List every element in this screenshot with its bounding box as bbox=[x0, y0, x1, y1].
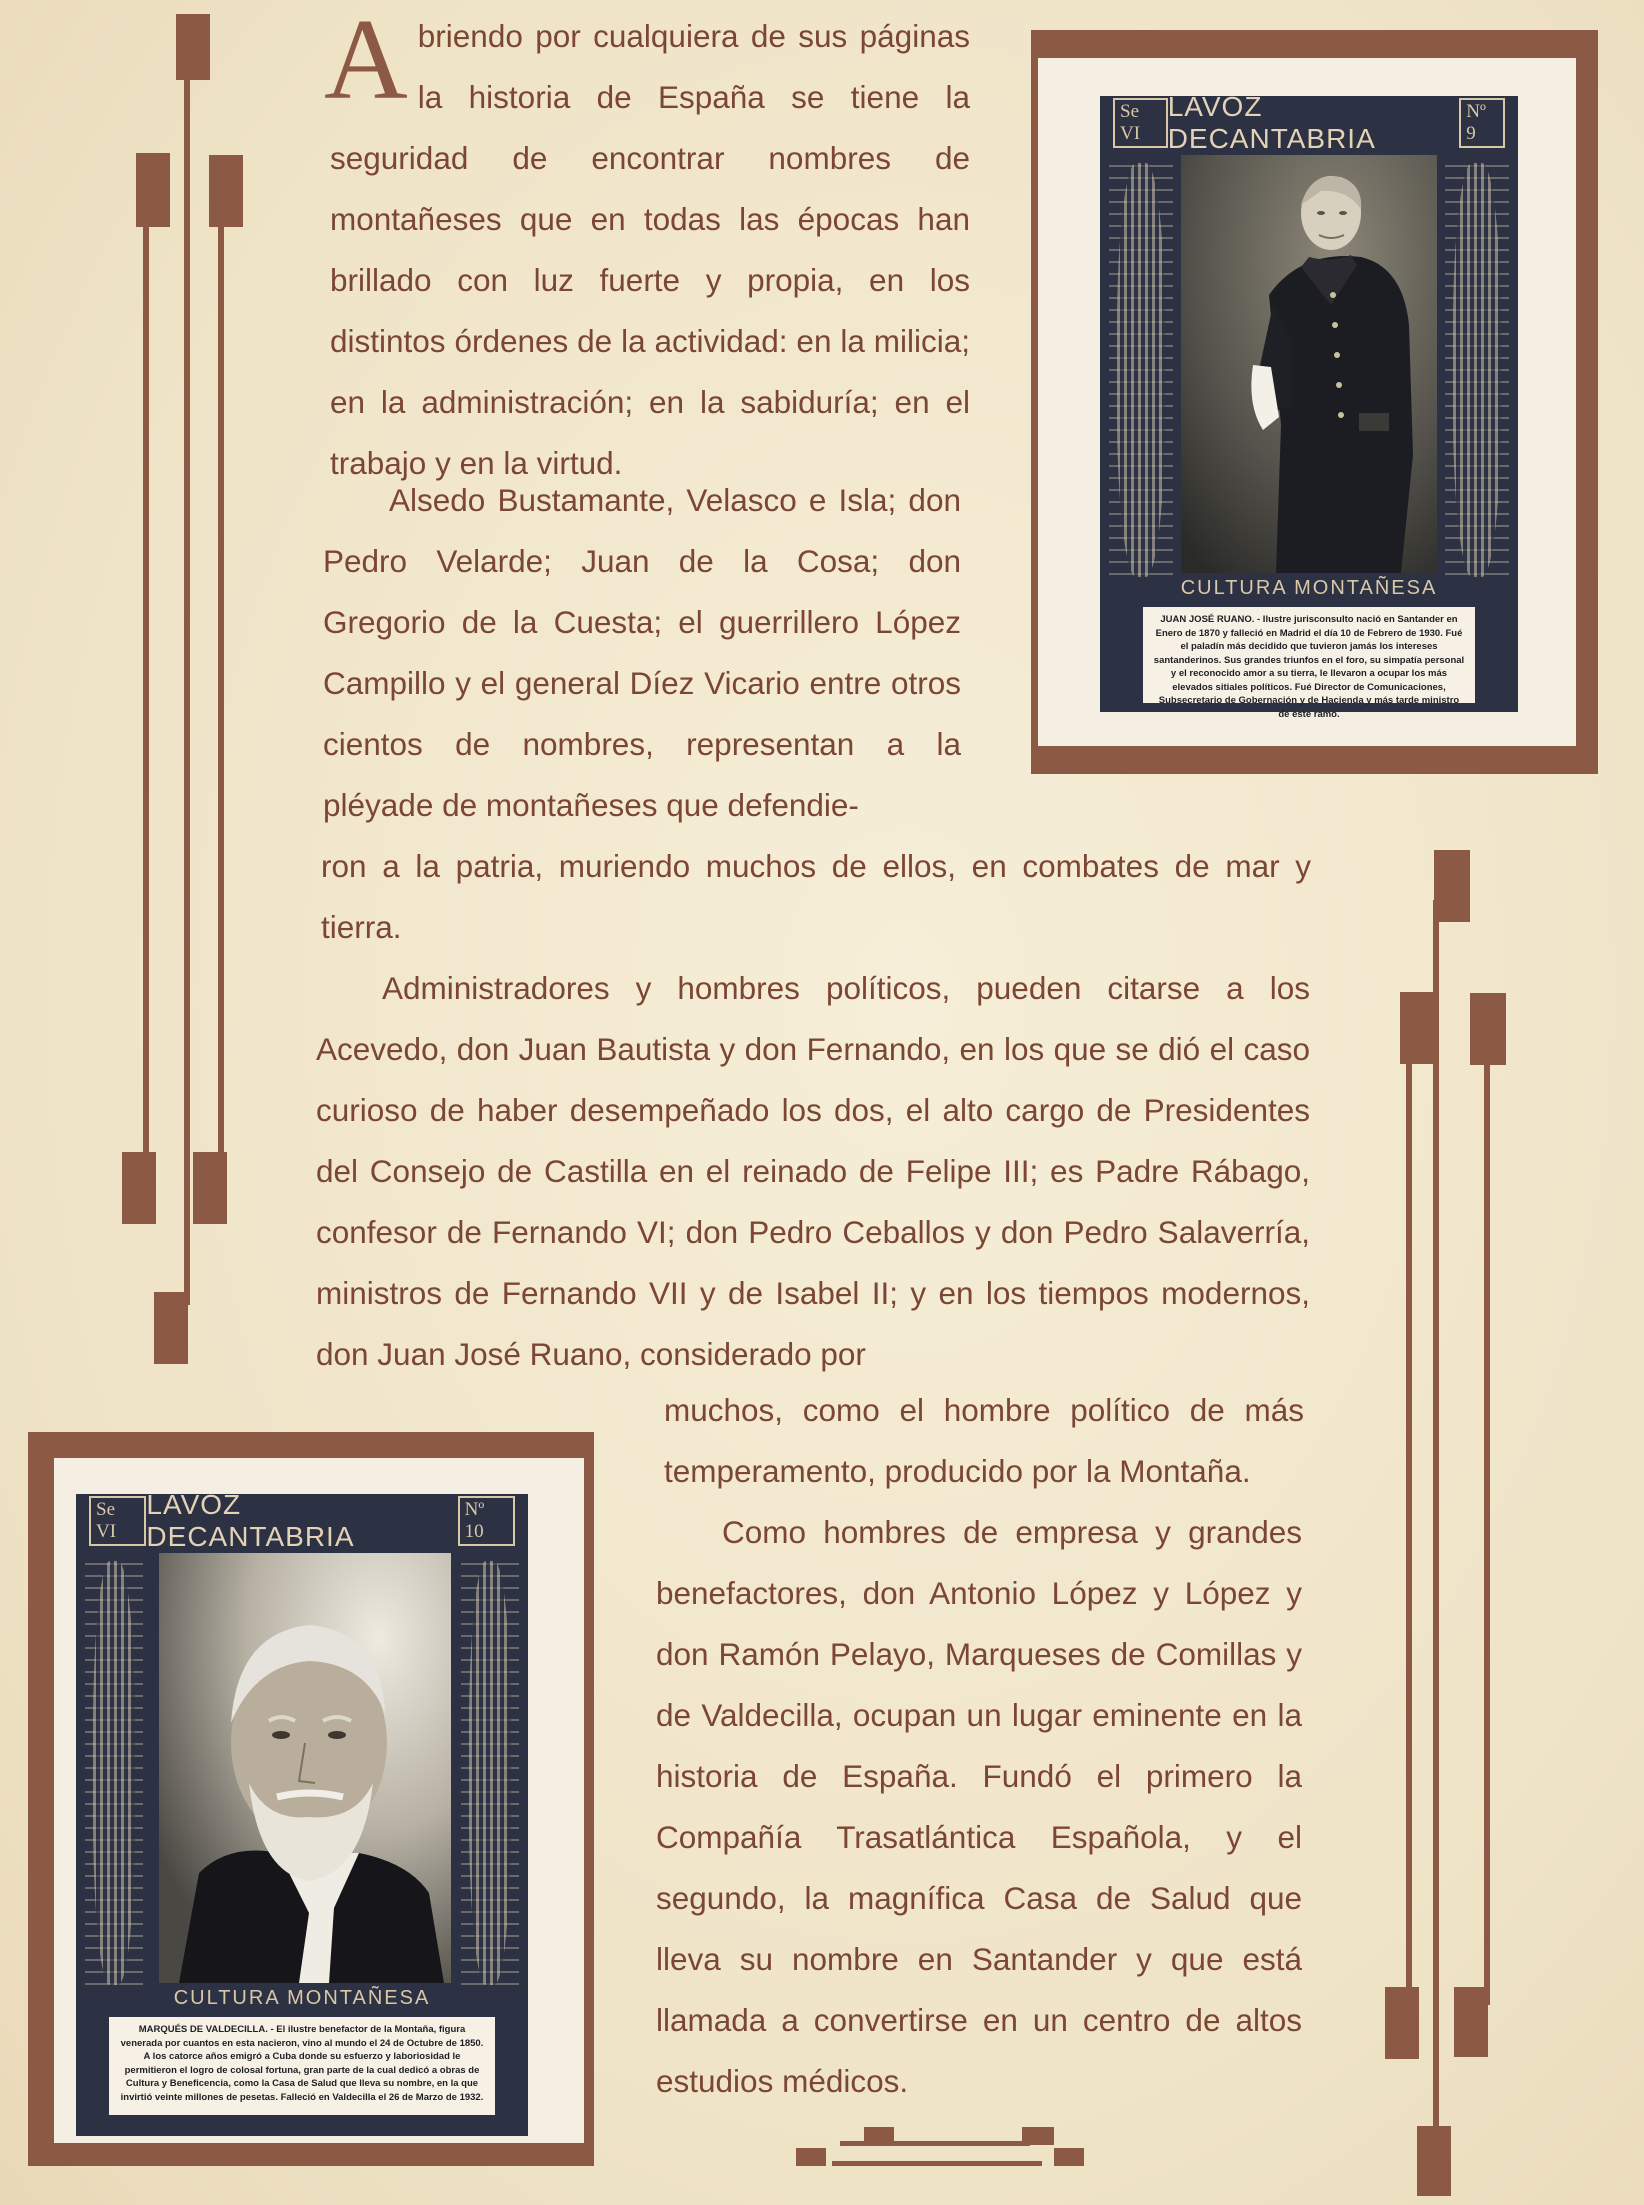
ornament-panel-right bbox=[461, 1553, 519, 1993]
ornament-panel-left bbox=[1109, 155, 1173, 585]
paragraph-3-continuation bbox=[664, 1380, 1304, 1502]
paragraph-4-text: Como hombres de empresa y grandes benefactores, don Antonio López y López y don Ramón Pelayo, Marqueses de Comillas y de Valdecilla, ocupan un lugar eminente en la historia de España. Fundó el primero la Compañía Trasatlántica Española, y el segundo, la magnífica Casa de Salud que lleva su nombre en Santander y que está llamada a convertirse en un centro de altos estudios médicos. bbox=[656, 1514, 1302, 2099]
card-valdecilla-caption-name: MARQUÉS DE VALDECILLA. bbox=[138, 2024, 268, 2035]
portrait-card-ruano-frame bbox=[1031, 30, 1598, 774]
card-valdecilla-series: Se VI bbox=[89, 1496, 146, 1546]
paragraph-2-continuation bbox=[321, 836, 1311, 958]
portrait-photo-valdecilla bbox=[159, 1553, 451, 1983]
card-valdecilla-decoration bbox=[76, 1489, 528, 2136]
paragraph-1-text: briendo por cualquiera de sus páginas la historia de España se tiene la seguridad de encontrar nombres de montañeses que en todas las épocas han brillado con luz fuerte y propia, en los distintos órdenes de la actividad: en la milicia; en la administración; en la sabiduría; en el trabajo y en la virtud. bbox=[330, 18, 970, 481]
card-ruano-caption-text: - Ilustre jurisconsulto nació en Santander en Enero de 1870 y falleció en Madrid el día 10 de Febrero de 1930. Fué el paladín más decidido que tuvieron jamás los intereses santanderinos. Sus grandes triunfos en el foro, su simpatía personal y el reconocido amor a su tierra, le llevaron a ocupar los más elevados sitiales políticos. Fué Director de Comunicaciones, Subsecretario de Gobernación y de Hacienda y más tarde ministro de este ramo. bbox=[1153, 614, 1465, 720]
card-ruano-footer: CULTURA MONTAÑESA bbox=[1180, 577, 1438, 599]
drop-cap: A bbox=[324, 0, 408, 124]
ornament-panel-right bbox=[1445, 155, 1509, 585]
paragraph-4 bbox=[656, 1502, 1302, 2112]
paragraph-2-text-b: ron a la patria, muriendo muchos de ellos, en combates de mar y tierra. bbox=[321, 848, 1311, 945]
portrait-photo-ruano bbox=[1181, 155, 1437, 573]
ornament-panel-left bbox=[85, 1553, 143, 1993]
paragraph-3-text-b: muchos, como el hombre político de más temperamento, producido por la Montaña. bbox=[664, 1392, 1304, 1489]
paragraph-3 bbox=[316, 958, 1310, 1385]
paragraph-1 bbox=[324, 0, 970, 494]
paragraph-2-text-a: Alsedo Bustamante, Velasco e Isla; don Pedro Velarde; Juan de la Cosa; don Gregorio de la Cuesta; el guerrillero López Campillo y el general Díez Vicario entre otros cientos de nombres, representan a la pléyade de montañeses que defendie- bbox=[323, 482, 961, 823]
card-valdecilla-number: Nº 10 bbox=[458, 1496, 515, 1546]
card-ruano-decoration bbox=[1100, 91, 1518, 720]
card-ruano-header bbox=[1103, 91, 1515, 154]
portrait-card-valdecilla bbox=[54, 1458, 584, 2143]
card-ruano-caption bbox=[1141, 605, 1477, 720]
card-ruano-number: Nº 9 bbox=[1459, 98, 1505, 148]
paragraph-2 bbox=[323, 470, 961, 836]
card-valdecilla-footer: CULTURA MONTAÑESA bbox=[173, 1987, 431, 2009]
card-valdecilla-header bbox=[79, 1489, 525, 1552]
card-ruano-series: Se VI bbox=[1113, 98, 1168, 148]
portrait-card-ruano bbox=[1038, 58, 1576, 746]
card-valdecilla-masthead: LAVOZ DECANTABRIA bbox=[146, 1489, 355, 1552]
card-valdecilla-caption-text: - El ilustre benefactor de la Montaña, figura venerada por cuantos en esta nacieron, vino al mundo el 24 de Octubre de 1850. A los catorce años emigró a Cuba donde su esfuerzo y laboriosidad le permitieron el logro de colosal fortuna, gran parte de la cual dedicó a obras de Cultura y Beneficencia, como la Casa de Salud que lleva su nombre, en la que invirtió veinte millones de pesetas. Falleció en Valdecilla el 26 de Marzo de 1932. bbox=[120, 2024, 484, 2103]
paragraph-3-text: Administradores y hombres políticos, pueden citarse a los Acevedo, don Juan Bautista y don Fernando, en los que se dió el caso curioso de haber desempeñado los dos, el alto cargo de Presidentes del Consejo de Castilla en el reinado de Felipe III; es Padre Rábago, confesor de Fernando VI; don Pedro Ceballos y don Pedro Salaverría, ministros de Fernando VII y de Isabel II; y en los tiempos modernos, don Juan José Ruano, considerado por bbox=[316, 970, 1310, 1372]
portrait-card-valdecilla-frame bbox=[28, 1432, 594, 2166]
card-ruano-caption-name: JUAN JOSÉ RUANO. bbox=[1160, 614, 1255, 625]
card-valdecilla-caption bbox=[107, 2015, 497, 2117]
card-ruano-masthead: LAVOZ DECANTABRIA bbox=[1167, 91, 1376, 154]
